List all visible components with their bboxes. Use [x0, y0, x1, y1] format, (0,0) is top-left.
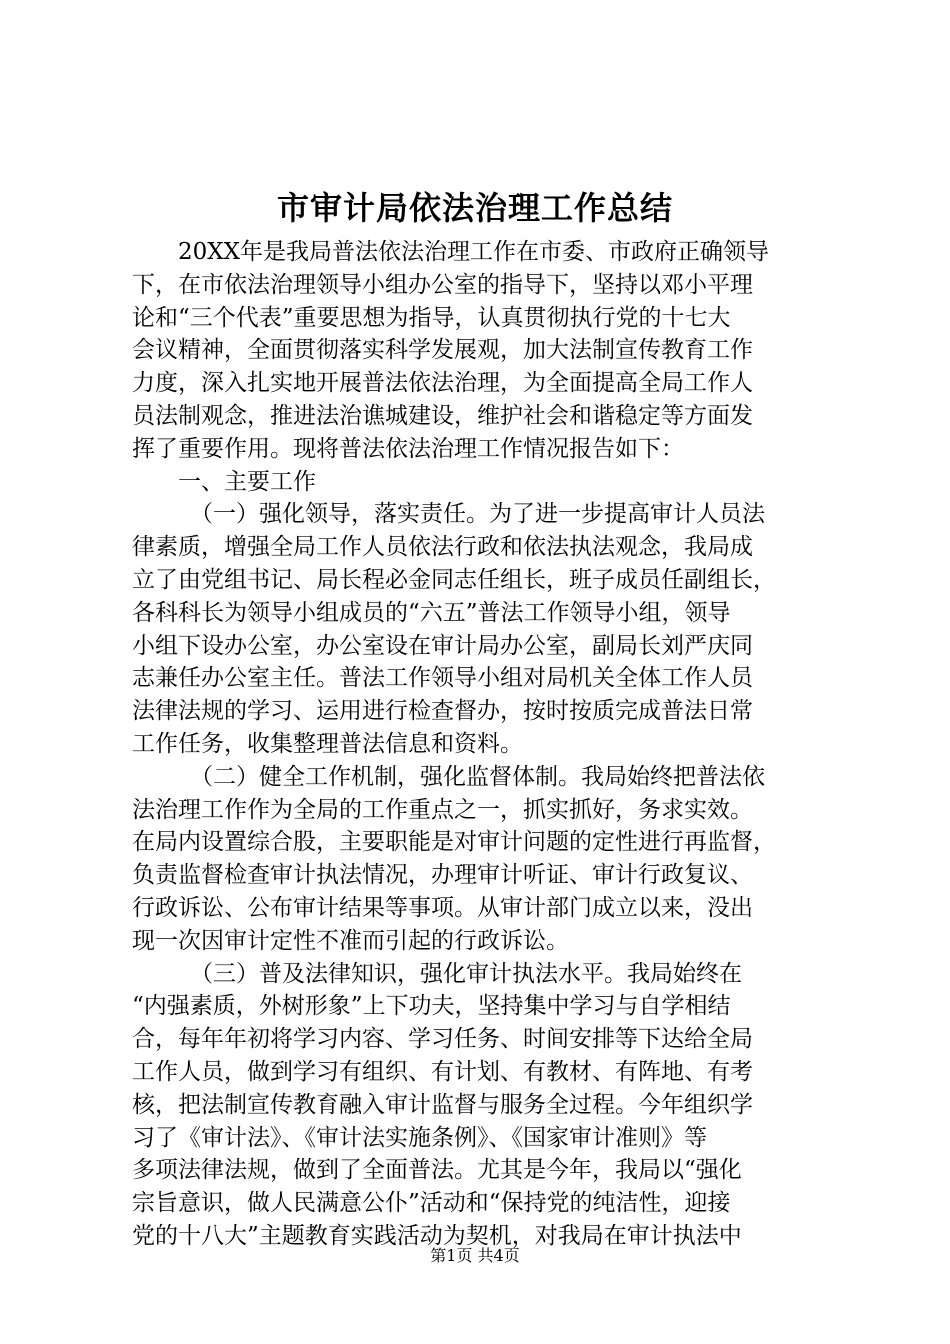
body-line: 会议精神，全面贯彻落实科学发展观，加大法制宣传教育工作 [132, 337, 753, 364]
body-line: 挥了重要作用。现将普法依法治理工作情况报告如下： [132, 435, 684, 462]
body-line: 工作人员，做到学习有组织、有计划、有教材、有阵地、有考 [132, 1058, 753, 1085]
body-line: 法治理工作作为全局的工作重点之一，抓实抓好，务求实效。 [132, 796, 753, 823]
document-body [132, 236, 832, 1253]
body-line: 20XX年是我局普法依法治理工作在市委、市政府正确领导 [178, 239, 770, 265]
body-line: （二）健全工作机制，强化监督体制。我局始终把普法依 [190, 763, 765, 790]
body-line: 立了由党组书记、局长程必金同志任组长，班子成员任副组长， [132, 566, 776, 593]
body-line: （一）强化领导，落实责任。为了进一步提高审计人员法 [190, 501, 765, 528]
body-line: 多项法律法规，做到了全面普法。尤其是今年，我局以“强化 [132, 1157, 742, 1184]
body-line: 员法制观念，推进法治谯城建设，维护社会和谐稳定等方面发 [132, 402, 753, 429]
body-line: 在局内设置综合股，主要职能是对审计问题的定性进行再监督， [132, 829, 776, 856]
body-line: 论和“三个代表”重要思想为指导，认真贯彻执行党的十七大 [132, 304, 731, 331]
body-line: 志兼任办公室主任。普法工作领导小组对局机关全体工作人员 [132, 665, 753, 692]
body-line: 小组下设办公室，办公室设在审计局办公室，副局长刘严庆同 [132, 632, 753, 659]
body-line: 法律法规的学习、运用进行检查督办，按时按质完成普法日常 [132, 698, 753, 725]
body-line: 力度，深入扎实地开展普法依法治理，为全面提高全局工作人 [132, 370, 753, 397]
body-line: 宗旨意识，做人民满意公仆”活动和“保持党的纯洁性，迎接 [132, 1190, 731, 1217]
body-line: 现一次因审计定性不准而引起的行政诉讼。 [132, 927, 569, 954]
body-line: 各科科长为领导小组成员的“六五”普法工作领导小组，领导 [132, 599, 731, 626]
page-footer: 第1页 共4页 [430, 1246, 520, 1265]
document-title: 市审计局依法治理工作总结 [276, 189, 673, 227]
body-line: 核，把法制宣传教育融入审计监督与服务全过程。今年组织学 [132, 1091, 753, 1118]
body-line: 一、主要工作 [178, 468, 316, 495]
body-line: （三）普及法律知识，强化审计执法水平。我局始终在 [190, 960, 742, 987]
body-line: 习了《审计法》、《审计法实施条例》、《国家审计准则》等 [132, 1124, 707, 1151]
body-line: 党的十八大”主题教育实践活动为契机，对我局在审计执法中 [132, 1222, 742, 1249]
body-line: 合，每年年初将学习内容、学习任务、时间安排等下达给全局 [132, 1026, 753, 1053]
body-line: 负责监督检查审计执法情况，办理审计听证、审计行政复议、 [132, 862, 753, 889]
body-line: 行政诉讼、公布审计结果等事项。从审计部门成立以来，没出 [132, 894, 753, 921]
body-line: 律素质，增强全局工作人员依法行政和依法执法观念，我局成 [132, 534, 753, 561]
body-line: 工作任务，收集整理普法信息和资料。 [132, 730, 523, 757]
body-line: “内强素质，外树形象”上下功夫，坚持集中学习与自学相结 [132, 993, 731, 1020]
body-line: 下，在市依法治理领导小组办公室的指导下，坚持以邓小平理 [132, 271, 753, 298]
